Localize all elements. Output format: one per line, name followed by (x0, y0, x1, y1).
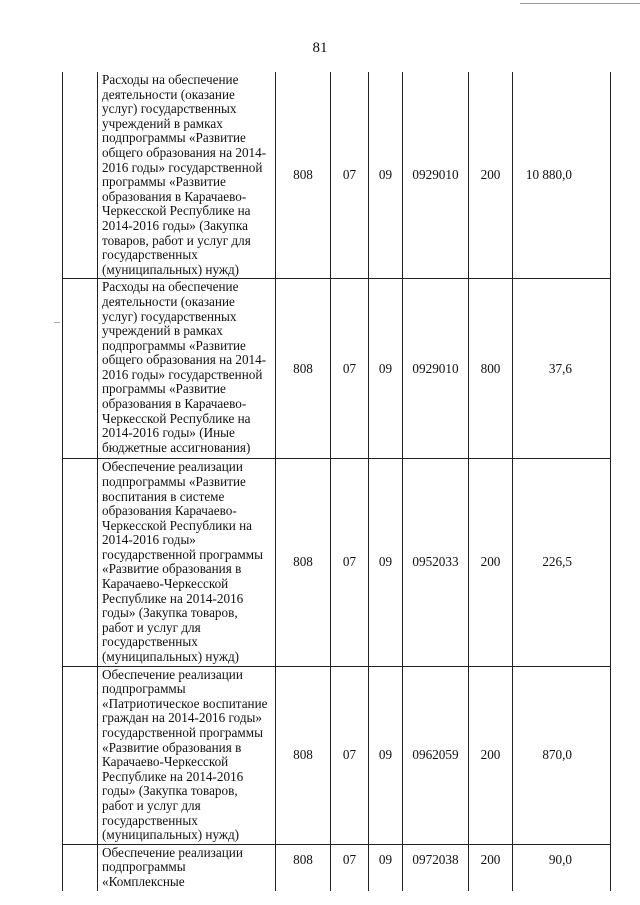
expense-type-code: 200 (469, 72, 513, 279)
blank-cell (63, 666, 98, 844)
table-row (63, 459, 611, 666)
ministry-code: 808 (276, 666, 331, 844)
scan-mark-left (54, 322, 60, 323)
section-code: 07 (331, 72, 369, 279)
amount-value: 90,0 (513, 844, 611, 890)
target-article-code: 0952033 (403, 459, 469, 666)
target-article-code: 0929010 (403, 279, 469, 459)
section-code: 07 (331, 844, 369, 890)
table-row (63, 844, 611, 890)
subsection-code: 09 (369, 279, 403, 459)
amount-value: 37,6 (513, 279, 611, 459)
row-description: Расходы на обеспечение деятельности (оказание услуг) государственных учреждений в рамках подпрограммы «Развитие общего образования на 2014-2016 годы» государственной программы «Развитие образования в Карачаево-Черкесской Республике на 2014-2016 годы» (Иные бюджетные ассигнования) (98, 279, 276, 459)
section-code: 07 (331, 459, 369, 666)
expense-type-code: 800 (469, 279, 513, 459)
subsection-code: 09 (369, 459, 403, 666)
blank-cell (63, 72, 98, 279)
budget-table (62, 72, 611, 891)
target-article-code: 0929010 (403, 72, 469, 279)
table-row (63, 279, 611, 459)
ministry-code: 808 (276, 279, 331, 459)
expense-type-code: 200 (469, 666, 513, 844)
row-description: Расходы на обеспечение деятельности (оказание услуг) государственных учреждений в рамках подпрограммы «Развитие общего образования на 2014-2016 годы» государственной программы «Развитие образования в Карачаево-Черкесской Республике на 2014-2016 годы» (Закупка товаров, работ и услуг для государственных (муниципальных) нужд) (98, 72, 276, 279)
table-row (63, 666, 611, 844)
ministry-code: 808 (276, 844, 331, 890)
table-row (63, 72, 611, 279)
blank-cell (63, 459, 98, 666)
section-code: 07 (331, 666, 369, 844)
section-code: 07 (331, 279, 369, 459)
subsection-code: 09 (369, 666, 403, 844)
subsection-code: 09 (369, 72, 403, 279)
ministry-code: 808 (276, 72, 331, 279)
scan-mark-top (520, 3, 640, 4)
blank-cell (63, 279, 98, 459)
expense-type-code: 200 (469, 844, 513, 890)
row-description: Обеспечение реализации подпрограммы «Развитие воспитания в системе образования Карачаево-Черкесской Республики на 2014-2016 годы» государственной программы «Развитие образования в Карачаево-Черкесской Республике на 2014-2016 годы» (Закупка товаров, работ и услуг для государственных (муниципальных) нужд) (98, 459, 276, 666)
amount-value: 10 880,0 (513, 72, 611, 279)
amount-value: 226,5 (513, 459, 611, 666)
page-number: 81 (312, 40, 328, 56)
target-article-code: 0972038 (403, 844, 469, 890)
row-description: Обеспечение реализации подпрограммы «Патриотическое воспитание граждан на 2014-2016 годы» государственной программы «Развитие образования в Карачаево-Черкесской Республике на 2014-2016 годы» (Закупка товаров, работ и услуг для государственных (муниципальных) нужд) (98, 666, 276, 844)
row-description: Обеспечение реализации подпрограммы «Комплексные (98, 844, 276, 890)
blank-cell (63, 844, 98, 890)
target-article-code: 0962059 (403, 666, 469, 844)
subsection-code: 09 (369, 844, 403, 890)
expense-type-code: 200 (469, 459, 513, 666)
amount-value: 870,0 (513, 666, 611, 844)
ministry-code: 808 (276, 459, 331, 666)
